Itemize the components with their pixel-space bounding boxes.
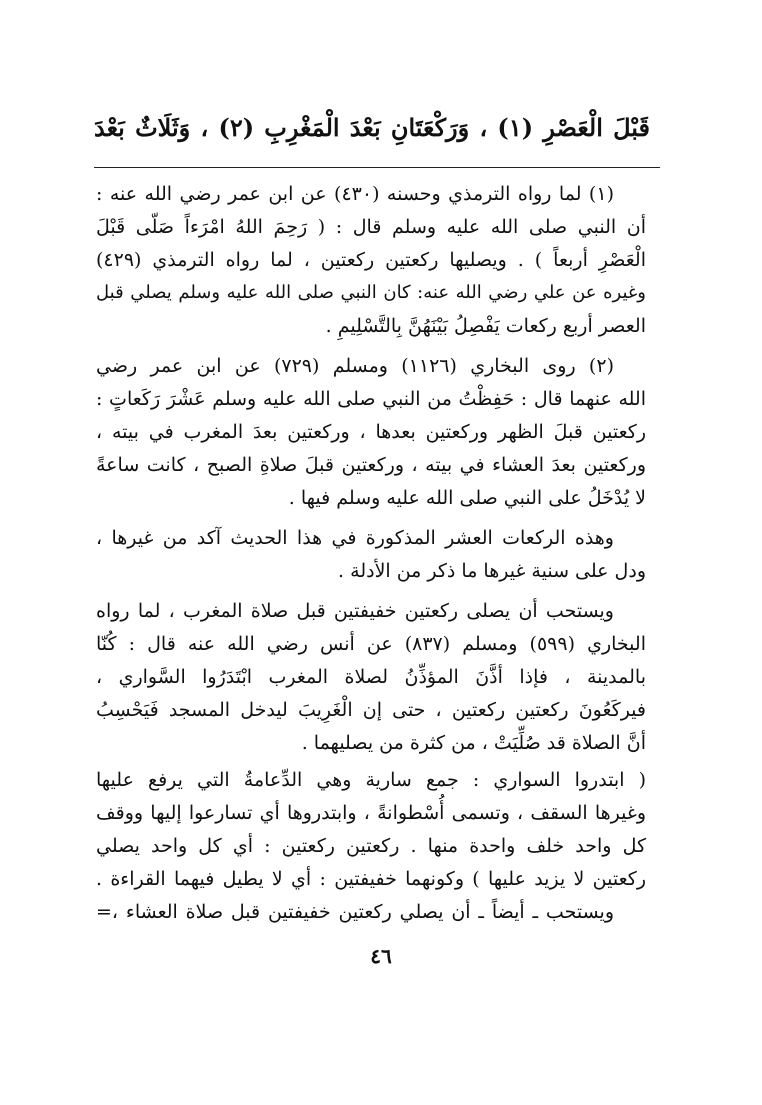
main-text-line: قَبْلَ الْعَصْرِ (١) ، وَرَكْعَتَانِ بَعْدَ الْمَغْرِبِ (٢) ، وَثَلَاثٌ بَعْدَ xyxy=(94,113,650,142)
paragraph-5-line-3: كل واحد خلف واحدة منها . ركعتين ركعتين : أي كل واحد يصلي xyxy=(96,835,646,857)
paragraph-4-line-5: أنَّ الصلاة قد صُلِّيَتْ ، من كثرة من يصليهما . xyxy=(301,732,646,754)
footnote-1-line-1: (١) لما رواه الترمذي وحسنه (٤٣٠) عن ابن عمر رضي الله عنه : xyxy=(96,183,614,205)
paragraph-4-line-3: بالمدينة ، فإذا أذَّنَ المؤذِّنُ لصلاة المغرب ابْتَدَرُوا السَّواري ، xyxy=(96,666,646,688)
footnote-1-line-2: أن النبي صلى الله عليه وسلم قال : ( رَحِمَ اللهُ امْرَءاً صَلّى قَبْلَ xyxy=(96,216,646,238)
footnote-2-line-2: الله عنهما قال : حَفِظْتُ من النبي صلى الله عليه وسلم عَشْرَ رَكَعاتٍ : xyxy=(96,388,646,410)
footnote-1-line-3: الْعَصْرِ أربعاً ) . ويصليها ركعتين ركعتين ، لما رواه الترمذي (٤٢٩) xyxy=(96,249,646,271)
footnote-2-line-3: ركعتين قبلَ الظهر وركعتين بعدها ، وركعتين بعدَ المغرب في بيته ، xyxy=(96,421,646,443)
footnote-2-line-1: (٢) روى البخاري (١١٢٦) ومسلم (٧٢٩) عن ابن عمر رضي xyxy=(96,355,614,377)
paragraph-5-line-4: ركعتين لا يزيد عليها ) وكونهما خفيفتين : أي لا يطيل فيهما القراءة . xyxy=(96,868,646,890)
paragraph-5-line-2: وغيرها السقف ، وتسمى أُسْطوانةً ، وابتدروها أي تسارعوا إليها ووقف xyxy=(96,802,646,824)
footnote-1-line-4: وغيره عن علي رضي الله عنه: كان النبي صلى الله عليه وسلم يصلي قبل xyxy=(96,282,646,303)
footnote-2-line-4: وركعتين بعدَ العشاء في بيته ، وركعتين قبلَ صلاةِ الصبح ، كانت ساعةً xyxy=(96,454,646,476)
paragraph-4-line-4: فيركَعُونَ ركعتين ركعتين ، حتى إن الْغَرِيبَ ليدخل المسجد فَيَحْسِبُ xyxy=(96,699,646,721)
paragraph-4-line-2: البخاري (٥٩٩) ومسلم (٨٣٧) عن أنس رضي الله عنه قال : كُنّا xyxy=(96,633,646,655)
footnote-separator xyxy=(94,167,660,168)
paragraph-5-line-5: ويستحب ـ أيضاً ـ أن يصلي ركعتين خفيفتين قبل صلاة العشاء ،= xyxy=(96,901,614,923)
page-number: ٤٦ xyxy=(370,944,392,968)
paragraph-5-line-1: ( ابتدروا السواري : جمع سارية وهي الدِّعامةُ التي يرفع عليها xyxy=(96,769,646,791)
paragraph-3-line-2: ودل على سنية غيرها ما ذكر من الأدلة . xyxy=(338,560,646,582)
footnote-2-line-5: لا يُدْخَلُ على النبي صلى الله عليه وسلم فيها . xyxy=(288,487,646,509)
paragraph-4-line-1: ويستحب أن يصلى ركعتين خفيفتين قبل صلاة المغرب ، لما رواه xyxy=(96,600,614,622)
paragraph-3-line-1: وهذه الركعات العشر المذكورة في هذا الحديث آكد من غيرها ، xyxy=(96,527,614,549)
footnote-1-line-5: العصر أربع ركعات يَفْصِلُ بَيْنَهُنَّ بِالتَّسْلِيمِ . xyxy=(325,315,646,337)
